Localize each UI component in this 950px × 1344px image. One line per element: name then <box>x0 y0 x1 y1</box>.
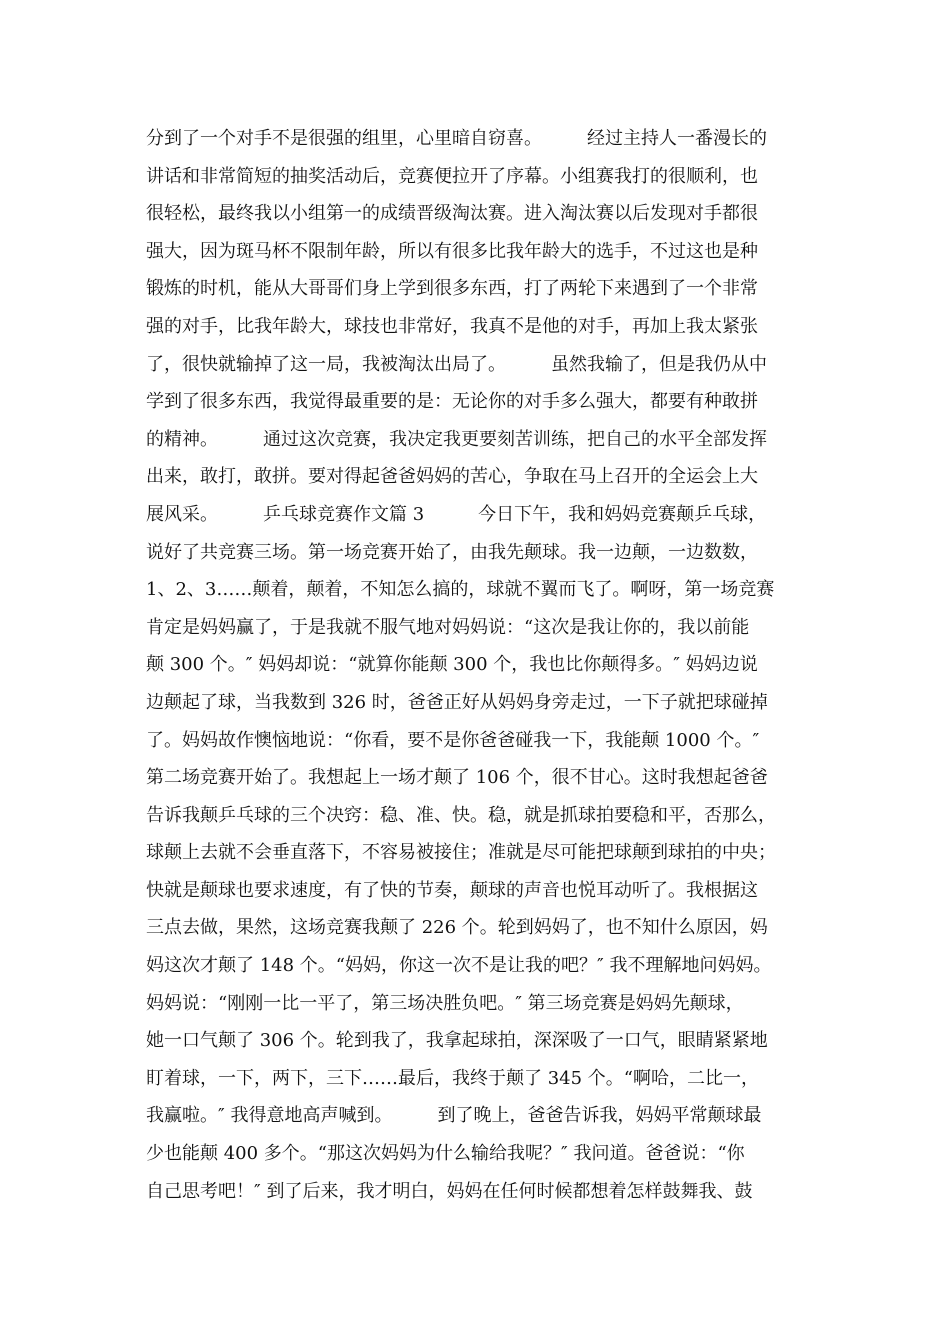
text-line: 第二场竞赛开始了。我想起上一场才颠了 106 个，很不甘心。这时我想起爸爸 <box>146 767 768 789</box>
text-line: 告诉我颠乒乓球的三个决窍：稳、准、快。稳，就是抓球拍要稳和平，否那么， <box>146 804 776 826</box>
text-line: 少也能颠 400 多个。“那这次妈妈为什么输给我呢？″ 我问道。爸爸说：“你 <box>146 1143 745 1165</box>
essay-body <box>146 120 826 1210</box>
text-line: 锻炼的时机，能从大哥哥们身上学到很多东西，打了两轮下来遇到了一个非常 <box>146 278 758 300</box>
text-line: 出来，敢打，敢拼。要对得起爸爸妈妈的苦心，争取在马上召开的全运会上大 <box>146 466 758 488</box>
text-line: 了。妈妈故作懊恼地说：“你看，要不是你爸爸碰我一下，我能颠 1000 个。″ <box>146 729 760 751</box>
text-line: 边颠起了球，当我数到 326 时，爸爸正好从妈妈身旁走过，一下子就把球碰掉 <box>146 691 768 713</box>
text-line: 说好了共竞赛三场。第一场竞赛开始了，由我先颠球。我一边颠，一边数数， <box>146 541 758 563</box>
text-line: 了，很快就输掉了这一局，我被淘汰出局了。 虽然我输了，但是我仍从中 <box>146 353 767 375</box>
text-line: 自己思考吧！″ 到了后来，我才明白，妈妈在任何时候都想着怎样鼓舞我、鼓 <box>146 1180 753 1202</box>
text-line: 妈这次才颠了 148 个。“妈妈，你这一次不是让我的吧？″ 我不理解地问妈妈。 <box>146 955 772 977</box>
text-line: 讲话和非常简短的抽奖活动后，竞赛便拉开了序幕。小组赛我打的很顺利，也 <box>146 165 758 187</box>
text-line: 三点去做，果然，这场竞赛我颠了 226 个。轮到妈妈了，也不知什么原因，妈 <box>146 917 768 939</box>
text-line: 她一口气颠了 306 个。轮到我了，我拿起球拍，深深吸了一口气，眼睛紧紧地 <box>146 1030 768 1052</box>
text-line: 强大，因为斑马杯不限制年龄，所以有很多比我年龄大的选手，不过这也是种 <box>146 240 758 262</box>
text-line: 展风采。 乒乓球竞赛作文篇 3 今日下午，我和妈妈竞赛颠乒乓球， <box>146 503 767 525</box>
text-line: 我赢啦。″ 我得意地高声喊到。 到了晚上，爸爸告诉我，妈妈平常颠球最 <box>146 1105 762 1127</box>
text-line: 很轻松，最终我以小组第一的成绩晋级淘汰赛。进入淘汰赛以后发现对手都很 <box>146 203 758 225</box>
text-line: 1、2、3……颠着，颠着，不知怎么搞的，球就不翼而飞了。啊呀，第一场竞赛 <box>146 579 775 601</box>
text-line: 颠 300 个。″ 妈妈却说：“就算你能颠 300 个，我也比你颠得多。″ 妈妈边说 <box>146 654 758 676</box>
text-line: 快就是颠球也要求速度，有了快的节奏，颠球的声音也悦耳动听了。我根据这 <box>146 879 758 901</box>
text-line: 强的对手，比我年龄大，球技也非常好，我真不是他的对手，再加上我太紧张 <box>146 315 758 337</box>
text-line: 分到了一个对手不是很强的组里，心里暗自窃喜。 经过主持人一番漫长的 <box>146 128 767 149</box>
text-line: 妈妈说：“刚刚一比一平了，第三场决胜负吧。″ 第三场竞赛是妈妈先颠球， <box>146 992 744 1014</box>
text-line: 球颠上去就不会垂直落下，不容易被接住；准就是尽可能把球颠到球拍的中央； <box>146 842 776 864</box>
text-line: 学到了很多东西，我觉得最重要的是：无论你的对手多么强大，都要有种敢拼 <box>146 391 758 413</box>
text-line: 肯定是妈妈赢了，于是我就不服气地对妈妈说：“这次是我让你的，我以前能 <box>146 616 750 638</box>
text-line: 的精神。 通过这次竞赛，我决定我更要刻苦训练，把自己的水平全部发挥 <box>146 428 767 450</box>
text-line: 盯着球，一下，两下，三下……最后，我终于颠了 345 个。“啊哈，二比一， <box>146 1067 759 1089</box>
